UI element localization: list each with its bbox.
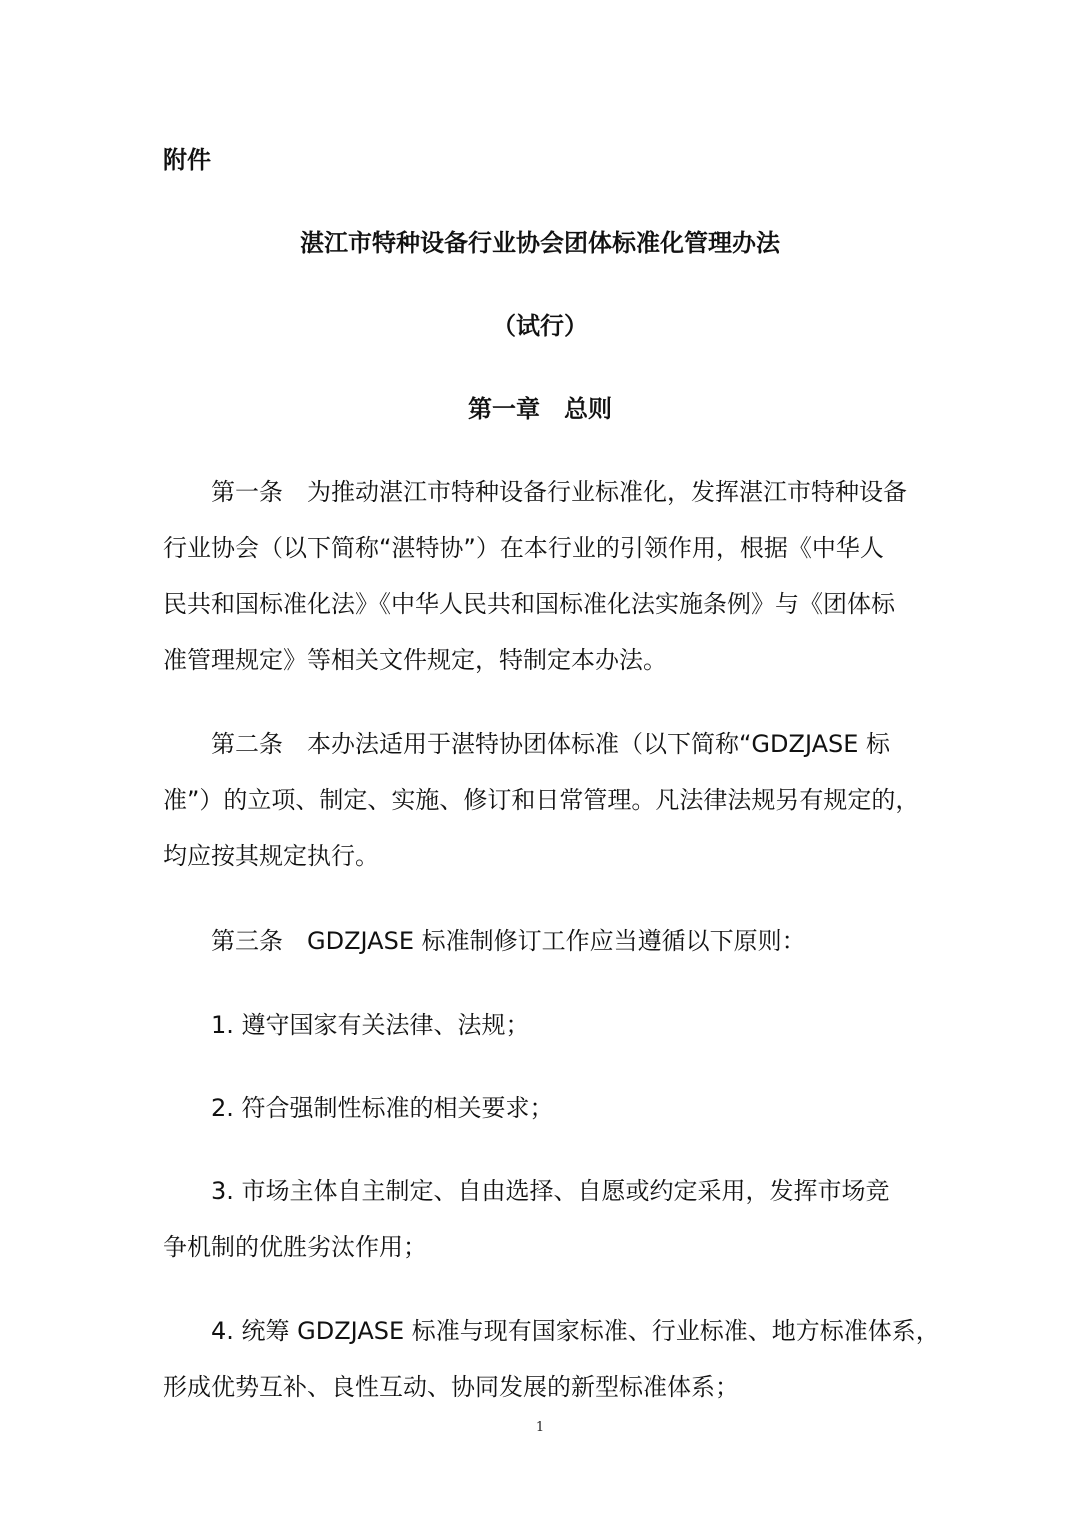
document-subtitle <box>0 298 1080 354</box>
chapter-number: 第一章 <box>468 395 540 423</box>
document-title-text: 湛江市特种设备行业协会团体标准化管理办法 <box>300 229 780 257</box>
principle-4-line-2: 形成优势互补、良性互动、协同发展的新型标准体系； <box>163 1373 739 1401</box>
article-1-line-4: 准管理规定》等相关文件规定，特制定本办法。 <box>163 646 667 674</box>
article-1 <box>163 464 923 688</box>
principle-1 <box>163 997 923 1053</box>
article-1-line-3: 民共和国标准化法》《中华人民共和国标准化法实施条例》与《团体标 <box>163 590 895 618</box>
attachment-label <box>163 132 923 188</box>
principle-2-line-1: 2. 符合强制性标准的相关要求； <box>211 1094 554 1122</box>
principle-4-line-1: 4. 统筹 GDZJASE 标准与现有国家标准、行业标准、地方标准体系， <box>211 1317 940 1345</box>
chapter-heading-line <box>0 381 1080 437</box>
article-3 <box>163 913 923 969</box>
chapter-name: 总则 <box>564 395 612 423</box>
principle-1-line-1: 1. 遵守国家有关法律、法规； <box>211 1011 530 1039</box>
document-subtitle-text: （试行） <box>492 312 588 340</box>
article-1-line-1: 第一条 为推动湛江市特种设备行业标准化，发挥湛江市特种设备 <box>211 478 907 506</box>
attachment-label-text: 附件 <box>163 146 211 174</box>
principle-2 <box>163 1080 923 1136</box>
principle-3-line-1: 3. 市场主体自主制定、自由选择、自愿或约定采用，发挥市场竞 <box>211 1177 890 1205</box>
article-2-line-2: 准”）的立项、制定、实施、修订和日常管理。凡法律法规另有规定的， <box>163 786 920 814</box>
principle-4 <box>163 1303 940 1415</box>
document-title <box>0 215 1080 271</box>
page-number: 1 <box>535 1420 545 1435</box>
article-2-line-3: 均应按其规定执行。 <box>163 842 379 870</box>
article-3-line-1: 第三条 GDZJASE 标准制修订工作应当遵循以下原则： <box>211 927 806 955</box>
article-2 <box>163 716 923 884</box>
principle-3 <box>163 1163 923 1275</box>
principle-3-line-2: 争机制的优胜劣汰作用； <box>163 1233 427 1261</box>
article-2-line-1: 第二条 本办法适用于湛特协团体标准（以下简称“GDZJASE 标 <box>211 730 891 758</box>
article-1-line-2: 行业协会（以下简称“湛特协”）在本行业的引领作用，根据《中华人 <box>163 534 884 562</box>
chapter-heading <box>0 381 1080 437</box>
